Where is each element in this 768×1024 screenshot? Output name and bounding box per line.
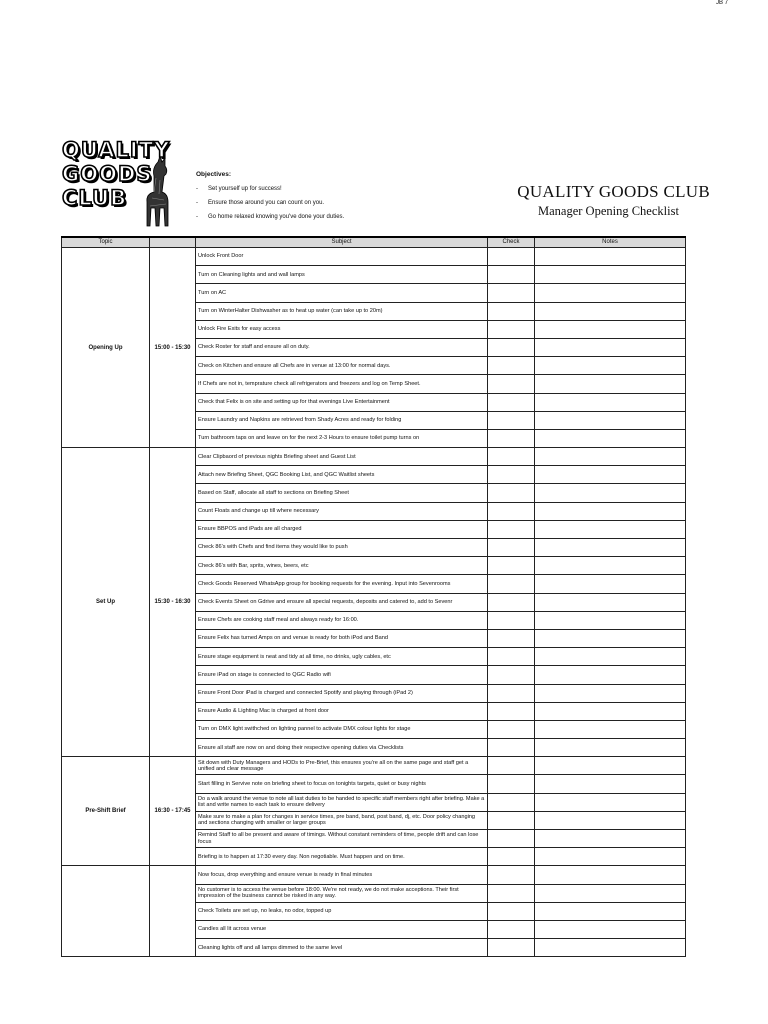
task-subject: Unlock Fire Exits for easy access bbox=[196, 320, 488, 338]
page-code: JB 7 bbox=[715, 0, 728, 6]
notes-cell[interactable] bbox=[535, 848, 686, 866]
task-subject: Count Floats and change up till where necessary bbox=[196, 502, 488, 520]
check-cell[interactable] bbox=[488, 375, 535, 393]
check-cell[interactable] bbox=[488, 429, 535, 447]
notes-cell[interactable] bbox=[535, 520, 686, 538]
task-subject: Now focus, drop everything and ensure venue is ready in final minutes bbox=[196, 866, 488, 884]
notes-cell[interactable] bbox=[535, 411, 686, 429]
task-subject: Check 86's with Chefs and find items they would like to push bbox=[196, 539, 488, 557]
check-cell[interactable] bbox=[488, 920, 535, 938]
task-subject: Attach new Briefing Sheet, QGC Booking List, and QGC Waitlist sheets bbox=[196, 466, 488, 484]
check-cell[interactable] bbox=[488, 338, 535, 356]
quality-goods-club-logo bbox=[62, 138, 170, 230]
task-subject: Check Roster for staff and ensure all on duty. bbox=[196, 338, 488, 356]
task-subject: Based on Staff, allocate all staff to sections on Briefing Sheet bbox=[196, 484, 488, 502]
notes-cell[interactable] bbox=[535, 393, 686, 411]
check-cell[interactable] bbox=[488, 284, 535, 302]
task-subject: Unlock Front Door bbox=[196, 248, 488, 266]
task-subject: Ensure Felix has turned Amps on and venue is ready for both iPod and Band bbox=[196, 629, 488, 647]
notes-cell[interactable] bbox=[535, 920, 686, 938]
notes-cell[interactable] bbox=[535, 629, 686, 647]
task-subject: Check Toilets are set up, no leaks, no odor, topped up bbox=[196, 902, 488, 920]
notes-cell[interactable] bbox=[535, 248, 686, 266]
task-subject: Cleaning lights off and all lamps dimmed to the same level bbox=[196, 939, 488, 957]
task-subject: Ensure all staff are now on and doing their respective opening duties via Checklists bbox=[196, 739, 488, 757]
check-cell[interactable] bbox=[488, 448, 535, 466]
logo-line-2: GOODS bbox=[62, 162, 153, 186]
task-subject: Ensure stage equipment is neat and tidy at all time, no drinks, ugly cables, etc bbox=[196, 648, 488, 666]
notes-cell[interactable] bbox=[535, 720, 686, 738]
notes-cell[interactable] bbox=[535, 338, 686, 356]
objective-item: - Go home relaxed knowing you've done your duties. bbox=[196, 214, 344, 228]
notes-cell[interactable] bbox=[535, 830, 686, 848]
task-subject: Turn on DMX light swithched on lighting pannel to activate DMX colour lights for stage bbox=[196, 720, 488, 738]
task-subject: Check on Kitchen and ensure all Chefs are in venue at 13:00 for normal days. bbox=[196, 357, 488, 375]
header-topic: Topic bbox=[62, 237, 150, 248]
check-cell[interactable] bbox=[488, 357, 535, 375]
task-subject: Turn on Cleaning lights and and wall lamps bbox=[196, 266, 488, 284]
section-topic: Opening Up bbox=[62, 248, 150, 448]
task-subject: Make sure to make a plan for changes in service times, pre band, band, post band, dj, etc. Door policy changing and sections changing with smaller or larger groups bbox=[196, 811, 488, 829]
notes-cell[interactable] bbox=[535, 866, 686, 884]
notes-cell[interactable] bbox=[535, 302, 686, 320]
notes-cell[interactable] bbox=[535, 320, 686, 338]
objective-text: Set yourself up for success! bbox=[208, 186, 282, 192]
check-cell[interactable] bbox=[488, 320, 535, 338]
notes-cell[interactable] bbox=[535, 884, 686, 902]
task-subject: Check that Felix is on site and setting up for that evenings Live Entertainment bbox=[196, 393, 488, 411]
check-cell[interactable] bbox=[488, 611, 535, 629]
notes-cell[interactable] bbox=[535, 684, 686, 702]
notes-cell[interactable] bbox=[535, 466, 686, 484]
notes-cell[interactable] bbox=[535, 539, 686, 557]
logo-line-1: QUALITY bbox=[62, 138, 171, 162]
notes-cell[interactable] bbox=[535, 739, 686, 757]
objectives-block bbox=[196, 171, 344, 228]
section-time bbox=[150, 866, 196, 957]
notes-cell[interactable] bbox=[535, 902, 686, 920]
table-row bbox=[62, 866, 686, 884]
check-cell[interactable] bbox=[488, 411, 535, 429]
check-cell[interactable] bbox=[488, 520, 535, 538]
task-subject: Briefing is to happen at 17:30 every day. Non negotiable. Must happen and on time. bbox=[196, 848, 488, 866]
notes-cell[interactable] bbox=[535, 648, 686, 666]
notes-cell[interactable] bbox=[535, 702, 686, 720]
task-subject: Turn on WinterHalter Dishwasher as to heat up water (can take up to 20m) bbox=[196, 302, 488, 320]
task-subject: Check Events Sheet on Gdrive and ensure all special requests, deposits and catered to, add to Sevenr bbox=[196, 593, 488, 611]
notes-cell[interactable] bbox=[535, 557, 686, 575]
task-subject: Clear Clipbaord of previous nights Briefing sheet and Guest List bbox=[196, 448, 488, 466]
check-cell[interactable] bbox=[488, 702, 535, 720]
task-subject: Ensure BBPOS and iPads are all charged bbox=[196, 520, 488, 538]
brand-title: QUALITY GOODS CLUB bbox=[517, 182, 710, 201]
notes-cell[interactable] bbox=[535, 429, 686, 447]
check-cell[interactable] bbox=[488, 793, 535, 811]
task-subject: Remind Staff to all be present and aware of timings. Without constant reminders of time, people drift and can lose focus bbox=[196, 830, 488, 848]
task-subject: Turn on AC bbox=[196, 284, 488, 302]
check-cell[interactable] bbox=[488, 775, 535, 793]
notes-cell[interactable] bbox=[535, 484, 686, 502]
brand-title-box bbox=[517, 182, 710, 202]
check-cell[interactable] bbox=[488, 629, 535, 647]
check-cell[interactable] bbox=[488, 593, 535, 611]
notes-cell[interactable] bbox=[535, 939, 686, 957]
section-time: 16:30 - 17:45 bbox=[150, 757, 196, 866]
check-cell[interactable] bbox=[488, 266, 535, 284]
check-cell[interactable] bbox=[488, 830, 535, 848]
notes-cell[interactable] bbox=[535, 284, 686, 302]
section-topic bbox=[62, 866, 150, 957]
check-cell[interactable] bbox=[488, 557, 535, 575]
notes-cell[interactable] bbox=[535, 375, 686, 393]
check-cell[interactable] bbox=[488, 720, 535, 738]
checklist-subtitle: Manager Opening Checklist bbox=[538, 204, 679, 218]
section-topic: Set Up bbox=[62, 448, 150, 757]
check-cell[interactable] bbox=[488, 739, 535, 757]
check-cell[interactable] bbox=[488, 575, 535, 593]
header-check: Check bbox=[488, 237, 535, 248]
check-cell[interactable] bbox=[488, 393, 535, 411]
header-time bbox=[150, 237, 196, 248]
objective-text: Ensure those around you can count on you. bbox=[208, 200, 325, 206]
task-subject: Ensure iPad on stage is connected to QGC Radio wifi bbox=[196, 666, 488, 684]
notes-cell[interactable] bbox=[535, 448, 686, 466]
check-cell[interactable] bbox=[488, 939, 535, 957]
check-cell[interactable] bbox=[488, 684, 535, 702]
task-subject: No customer is to access the venue before 18:00. We're not ready, we do not make acceptions. Their first impression of the business cannot be risked in any way. bbox=[196, 884, 488, 902]
notes-cell[interactable] bbox=[535, 757, 686, 775]
task-subject: Check 86's with Bar, sprits, wines, beers, etc bbox=[196, 557, 488, 575]
check-cell[interactable] bbox=[488, 502, 535, 520]
notes-cell[interactable] bbox=[535, 775, 686, 793]
check-cell[interactable] bbox=[488, 902, 535, 920]
check-cell[interactable] bbox=[488, 539, 535, 557]
check-cell[interactable] bbox=[488, 484, 535, 502]
notes-cell[interactable] bbox=[535, 611, 686, 629]
check-cell[interactable] bbox=[488, 248, 535, 266]
objective-text: Go home relaxed knowing you've done your duties. bbox=[208, 214, 345, 220]
check-cell[interactable] bbox=[488, 302, 535, 320]
logo-line-3: CLUB bbox=[62, 186, 128, 210]
notes-cell[interactable] bbox=[535, 793, 686, 811]
task-subject: Candles all lit across venue bbox=[196, 920, 488, 938]
objectives-title: Objectives: bbox=[196, 171, 232, 178]
table-row bbox=[62, 448, 686, 466]
check-cell[interactable] bbox=[488, 648, 535, 666]
check-cell[interactable] bbox=[488, 811, 535, 829]
check-cell[interactable] bbox=[488, 757, 535, 775]
notes-cell[interactable] bbox=[535, 666, 686, 684]
task-subject: Turn bathroom taps on and leave on for the next 2-3 Hours to ensure toilet pump turns on bbox=[196, 429, 488, 447]
notes-cell[interactable] bbox=[535, 357, 686, 375]
section-topic: Pre-Shift Brief bbox=[62, 757, 150, 866]
task-subject: Ensure Front Door iPad is charged and connected Spotify and playing through (iPad 2) bbox=[196, 684, 488, 702]
notes-cell[interactable] bbox=[535, 575, 686, 593]
check-cell[interactable] bbox=[488, 848, 535, 866]
section-time: 15:30 - 16:30 bbox=[150, 448, 196, 757]
llama-icon bbox=[140, 156, 172, 228]
task-subject: Ensure Laundry and Napkins are retrieved from Shady Acres and ready for folding bbox=[196, 411, 488, 429]
task-subject: Do a walk around the venue to note all last duties to be handed to specific staff members right after briefing. Make a list and write names to each task to ensure delivery bbox=[196, 793, 488, 811]
section-time: 15:00 - 15:30 bbox=[150, 248, 196, 448]
checklist-table bbox=[61, 236, 686, 957]
notes-cell[interactable] bbox=[535, 502, 686, 520]
header-notes: Notes bbox=[535, 237, 686, 248]
header-subject: Subject bbox=[196, 237, 488, 248]
check-cell[interactable] bbox=[488, 866, 535, 884]
check-cell[interactable] bbox=[488, 466, 535, 484]
notes-cell[interactable] bbox=[535, 811, 686, 829]
task-subject: If Chefs are not in, temprature check all refrigerators and freezers and log on Temp Sheet. bbox=[196, 375, 488, 393]
task-subject: Check Goods Reserved WhatsApp group for booking requests for the evening. Input into Sevenrooms bbox=[196, 575, 488, 593]
objective-item: - Set yourself up for success! bbox=[196, 186, 344, 200]
notes-cell[interactable] bbox=[535, 593, 686, 611]
task-subject: Ensure Chefs are cooking staff meal and always ready for 16:00. bbox=[196, 611, 488, 629]
notes-cell[interactable] bbox=[535, 266, 686, 284]
table-header-row bbox=[62, 237, 686, 248]
check-cell[interactable] bbox=[488, 884, 535, 902]
task-subject: Start filling in Servive note on briefing sheet to focus on tonights targets, quiet or busy nights bbox=[196, 775, 488, 793]
task-subject: Ensure Audio & Lighting Mac is charged at front door bbox=[196, 702, 488, 720]
table-row bbox=[62, 248, 686, 266]
table-row bbox=[62, 757, 686, 775]
task-subject: Sit down with Duty Managers and HODs to Pre-Brief, this ensures you're all on the same page and staff get a unified and clear message bbox=[196, 757, 488, 775]
check-cell[interactable] bbox=[488, 666, 535, 684]
objective-item: - Ensure those around you can count on you. bbox=[196, 200, 344, 214]
